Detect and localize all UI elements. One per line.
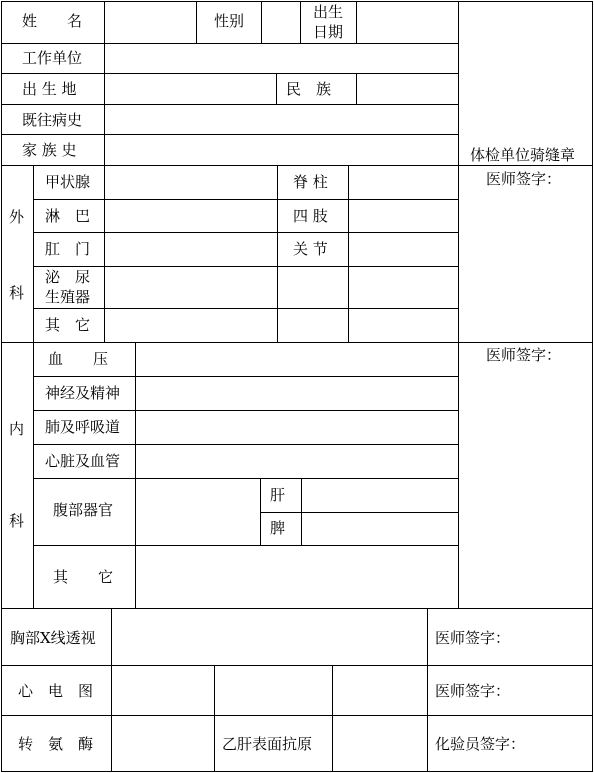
internal-section-char: 科 xyxy=(9,512,25,530)
grid-line xyxy=(33,199,458,200)
grid-line xyxy=(301,478,302,545)
birth-date-label-line2: 日期 xyxy=(313,23,344,41)
grid-line xyxy=(1,1,2,772)
surgery-section-char: 科 xyxy=(9,284,25,302)
grid-line xyxy=(592,1,593,772)
ecg-doctor-sign-label: 医师签字： xyxy=(435,682,511,700)
grid-line xyxy=(276,73,277,104)
grid-line xyxy=(196,1,197,43)
grid-line xyxy=(111,665,112,772)
grid-line xyxy=(33,376,458,377)
lung-label: 肺及呼吸道 xyxy=(45,418,121,436)
alt-label: 转 氨 酶 xyxy=(18,735,94,753)
grid-line xyxy=(260,512,458,513)
grid-line xyxy=(1,608,593,609)
xray-doctor-sign-label: 医师签字： xyxy=(435,629,511,647)
grid-line xyxy=(135,342,136,608)
thyroid-label: 甲状腺 xyxy=(45,173,91,191)
grid-line xyxy=(427,608,428,772)
grid-line xyxy=(332,665,333,772)
hbsag-label: 乙肝表面抗原 xyxy=(222,735,313,753)
grid-line xyxy=(1,771,593,772)
lymph-label: 淋 巴 xyxy=(45,207,91,225)
birth-date-field[interactable] xyxy=(357,2,458,43)
internal-section-char: 内 xyxy=(9,420,25,438)
family-history-label: 家 族 史 xyxy=(22,141,77,159)
grid-line xyxy=(104,165,105,342)
medical-history-field[interactable] xyxy=(105,105,458,134)
grid-line xyxy=(33,165,34,342)
medical-history-label: 既往病史 xyxy=(22,111,83,129)
grid-line xyxy=(1,715,593,716)
grid-line xyxy=(300,1,301,43)
xray-label: 胸部X线透视 xyxy=(10,629,96,647)
name-field[interactable] xyxy=(105,2,196,43)
work-unit-label: 工作单位 xyxy=(22,49,83,67)
blood-pressure-label: 血 压 xyxy=(48,350,109,368)
surgery-other-label: 其 它 xyxy=(45,316,91,334)
ethnicity-label: 民 族 xyxy=(286,80,332,98)
urogenital-label-line1: 泌 尿 xyxy=(45,268,91,286)
surgery-doctor-sign-label: 医师签字： xyxy=(486,170,562,188)
grid-line xyxy=(458,1,459,609)
limbs-label: 四 肢 xyxy=(293,207,328,225)
liver-label: 肝 xyxy=(270,486,286,504)
name-label: 姓 名 xyxy=(22,12,83,30)
family-history-field[interactable] xyxy=(105,135,458,165)
birth-date-label-line1: 出生 xyxy=(313,3,344,21)
gender-label: 性别 xyxy=(214,12,245,30)
grid-line xyxy=(33,410,458,411)
seam-stamp-label: 体检单位骑缝章 xyxy=(470,146,576,164)
lab-sign-label: 化验员签字： xyxy=(435,735,526,753)
grid-line xyxy=(33,444,458,445)
abdomen-label: 腹部器官 xyxy=(53,501,114,519)
birthplace-field[interactable] xyxy=(105,74,276,104)
grid-line xyxy=(33,266,458,267)
spine-label: 脊 柱 xyxy=(293,173,328,191)
grid-line xyxy=(1,165,593,166)
urogenital-label-line2: 生殖器 xyxy=(45,288,91,306)
anus-label: 肛 门 xyxy=(45,240,91,258)
heart-label: 心脏及血管 xyxy=(45,452,121,470)
grid-line xyxy=(33,232,458,233)
grid-line xyxy=(1,665,593,666)
grid-line xyxy=(33,545,458,546)
internal-other-label: 其 它 xyxy=(53,568,114,586)
work-unit-field[interactable] xyxy=(105,44,458,73)
ecg-label: 心 电 图 xyxy=(18,682,94,700)
grid-line xyxy=(33,308,458,309)
neuro-label: 神经及精神 xyxy=(45,384,121,402)
grid-line xyxy=(33,342,34,608)
grid-line xyxy=(111,608,112,665)
grid-line xyxy=(214,665,215,772)
ethnicity-field[interactable] xyxy=(357,74,458,104)
joints-label: 关 节 xyxy=(293,240,328,258)
grid-line xyxy=(260,478,261,545)
grid-line xyxy=(348,165,349,342)
internal-doctor-sign-label: 医师签字： xyxy=(486,346,562,364)
gender-field[interactable] xyxy=(262,2,300,43)
surgery-section-char: 外 xyxy=(9,208,25,226)
grid-line xyxy=(277,165,278,342)
grid-line xyxy=(33,478,458,479)
birthplace-label: 出 生 地 xyxy=(22,80,77,98)
grid-line xyxy=(1,342,593,343)
spleen-label: 脾 xyxy=(270,519,286,537)
